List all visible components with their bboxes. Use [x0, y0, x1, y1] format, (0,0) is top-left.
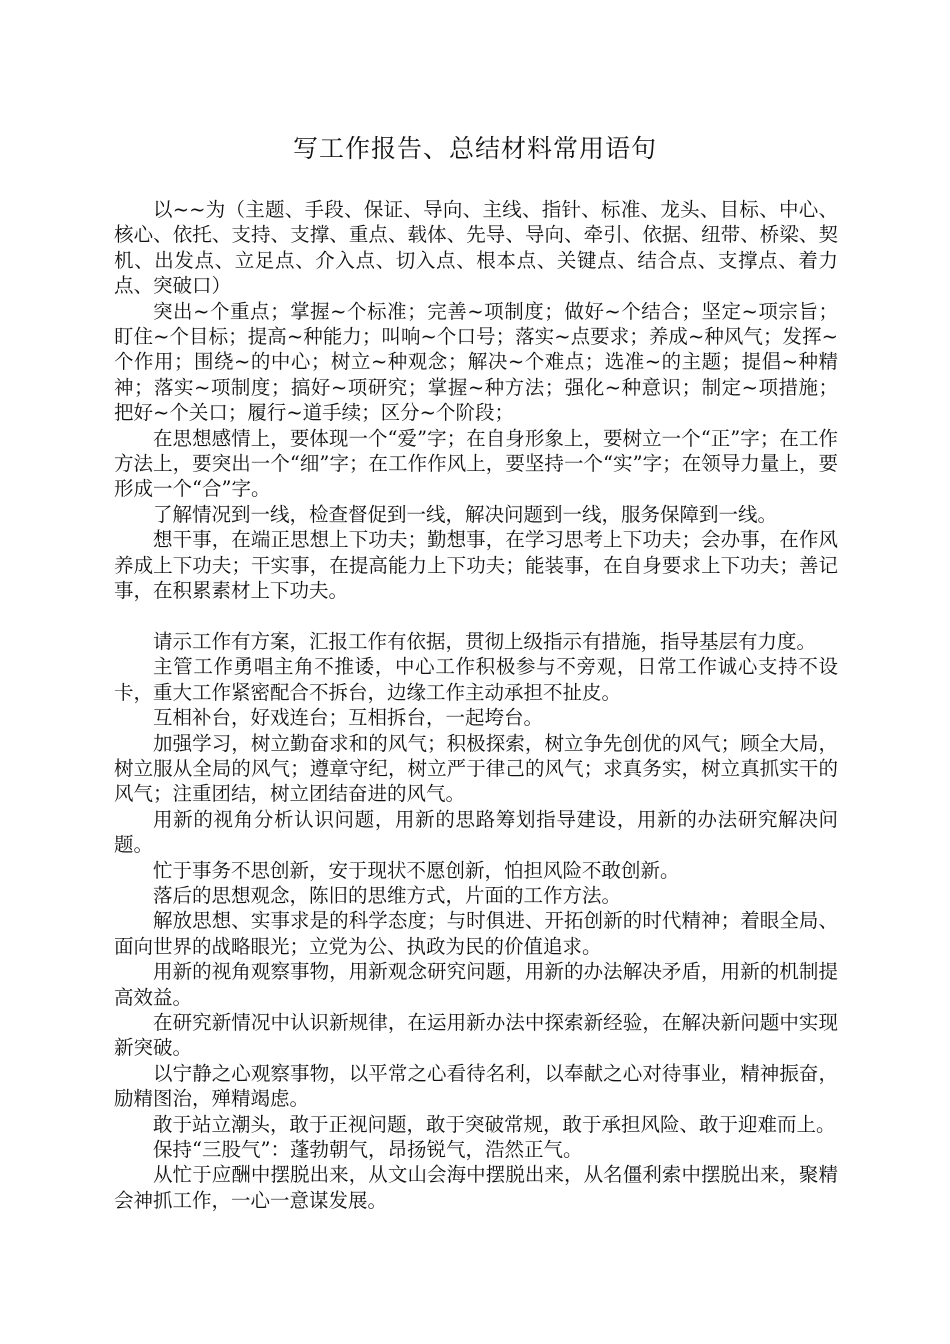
paragraph-5: 想干事，在端正思想上下功夫；勤想事，在学习思考上下功夫；会办事，在作风养成上下功夫；干实事，在提高能力上下功夫；能装事，在自身要求上下功夫；善记事，在积累素材上下功夫。 [114, 528, 838, 603]
paragraph-19: 从忙于应酬中摆脱出来，从文山会海中摆脱出来，从名僵利索中摆脱出来，聚精会神抓工作，一心一意谋发展。 [114, 1163, 838, 1212]
paragraph-17: 敢于站立潮头，敢于正视问题，敢于突破常规，敢于承担风险、敢于迎难而上。 [153, 1112, 836, 1136]
paragraph-14: 用新的视角观察事物，用新观念研究问题，用新的办法解决矛盾，用新的机制提高效益。 [114, 960, 838, 1009]
paragraph-6: 请示工作有方案，汇报工作有依据，贯彻上级指示有措施，指导基层有力度。 [153, 629, 817, 653]
paragraph-1: 以~~为（主题、手段、保证、导向、主线、指针、标准、龙头、目标、中心、核心、依托、支持、支撑、重点、载体、先导、导向、牵引、依据、纽带、桥梁、契机、出发点、立足点、介入点、切入点、根本点、关键点、结合点、支撑点、着力点、突破口） [114, 198, 838, 298]
paragraph-16: 以宁静之心观察事物，以平常之心看待名利，以奉献之心对待事业，精神振奋，励精图治，殚精竭虑。 [114, 1061, 838, 1111]
paragraph-13: 解放思想、实事求是的科学态度；与时俱进、开拓创新的时代精神；着眼全局、面向世界的战略眼光；立党为公、执政为民的价值追求。 [114, 909, 838, 958]
paragraph-3: 在思想感情上，要体现一个“爱”字；在自身形象上，要树立一个“正”字；在工作方法上，要突出一个“细”字；在工作作风上，要坚持一个“实”字；在领导力量上，要形成一个“合”字。 [114, 426, 838, 501]
document-body [114, 197, 838, 1213]
paragraph-2: 突出~个重点；掌握~个标准；完善~项制度；做好~个结合；坚定~项宗旨；盯住~个目标；提高~种能力；叫响~个口号；落实~点要求；养成~种风气；发挥~个作用；围绕~的中心；树立~种观念；解决~个难点；选准~的主题；提倡~种精神；落实~项制度；搞好~项研究；掌握~种方法；强化~种意识；制定~项措施；把好~个关口；履行~道手续；区分~个阶段； [114, 299, 838, 425]
paragraph-9: 加强学习，树立勤奋求和的风气；积极探索，树立争先创优的风气；顾全大局，树立服从全局的风气；遵章守纪，树立严于律己的风气；求真务实，树立真抓实干的风气；注重团结，树立团结奋进的风气。 [114, 731, 838, 806]
blank-line [114, 604, 838, 629]
paragraph-11: 忙于事务不思创新，安于现状不愿创新，怕担风险不敢创新。 [153, 858, 680, 882]
paragraph-4: 了解情况到一线，检查督促到一线，解决问题到一线，服务保障到一线。 [153, 502, 778, 526]
document-title: 写工作报告、总结材料常用语句 [292, 134, 657, 163]
paragraph-8: 互相补台，好戏连台；互相拆台，一起垮台。 [153, 706, 544, 730]
paragraph-15: 在研究新情况中认识新规律，在运用新办法中探索新经验，在解决新问题中实现新突破。 [114, 1010, 838, 1060]
paragraph-12: 落后的思想观念，陈旧的思维方式，片面的工作方法。 [153, 883, 622, 907]
paragraph-7: 主管工作勇唱主角不推诿，中心工作积极参与不旁观，日常工作诚心支持不设卡，重大工作紧密配合不拆台，边缘工作主动承担不扯皮。 [114, 655, 838, 704]
paragraph-10: 用新的视角分析认识问题，用新的思路筹划指导建设，用新的办法研究解决问题。 [114, 807, 838, 857]
paragraph-18: 保持“三股气”：蓬勃朝气，昂扬锐气，浩然正气。 [153, 1138, 583, 1162]
